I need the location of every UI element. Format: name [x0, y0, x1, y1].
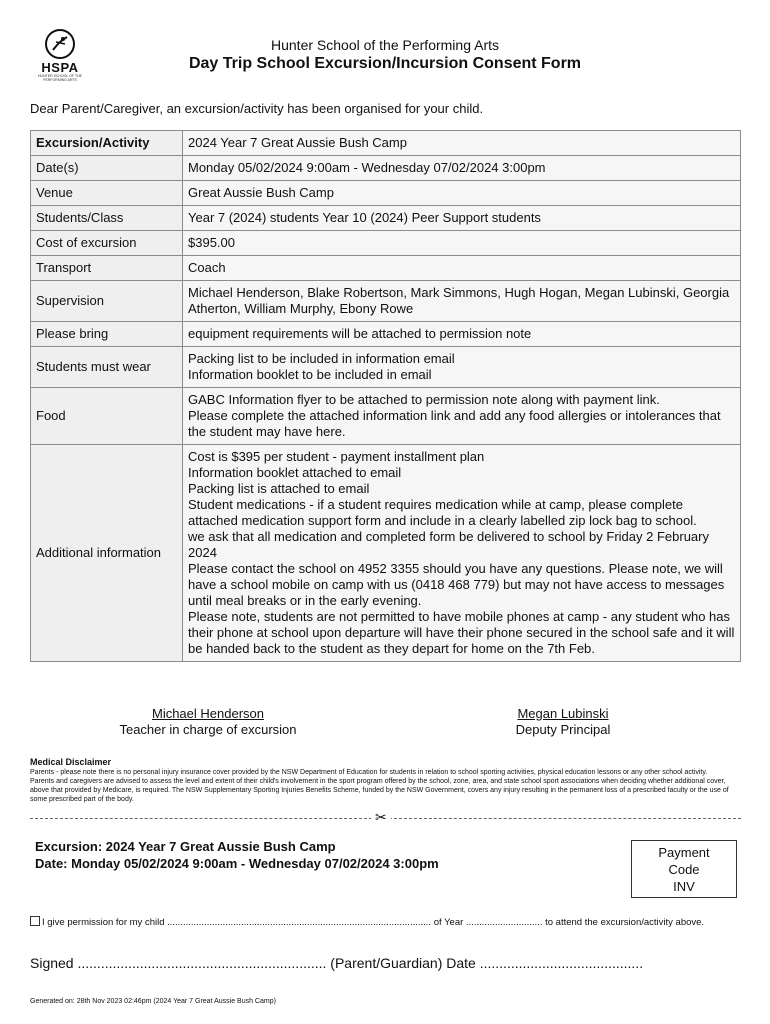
payment-label: Payment	[658, 845, 710, 860]
signatory-deputy	[493, 706, 633, 738]
detail-value-line: $395.00	[188, 235, 235, 250]
detail-row	[31, 181, 741, 206]
detail-label: Students/Class	[31, 206, 183, 231]
medical-disclaimer	[30, 757, 730, 804]
detail-row	[31, 445, 741, 662]
detail-value-line: Great Aussie Bush Camp	[188, 185, 334, 200]
detail-value	[183, 322, 741, 347]
detail-value	[183, 206, 741, 231]
slip-date: Date: Monday 05/02/2024 9:00am - Wednesday 07/02/2024 3:00pm	[35, 856, 439, 871]
form-title: Day Trip School Excursion/Incursion Consent Form	[188, 55, 582, 72]
excursion-details-table	[30, 130, 741, 662]
permission-statement	[30, 916, 730, 929]
detail-row	[31, 156, 741, 181]
detail-value	[183, 231, 741, 256]
detail-value	[183, 388, 741, 445]
detail-value-line: Monday 05/02/2024 9:00am - Wednesday 07/02/2024 3:00pm	[188, 160, 546, 175]
detail-label: Venue	[31, 181, 183, 206]
detail-value-line: GABC Information flyer to be attached to permission note along with payment link.	[188, 392, 660, 407]
detail-row	[31, 131, 741, 156]
detail-row	[31, 256, 741, 281]
detail-label: Students must wear	[31, 347, 183, 388]
detail-row	[31, 206, 741, 231]
payment-code-box	[631, 840, 737, 898]
slip-header	[35, 838, 439, 872]
logo-abbreviation: HSPA	[41, 60, 79, 75]
detail-label: Supervision	[31, 281, 183, 322]
slip-excursion: Excursion: 2024 Year 7 Great Aussie Bush Camp	[35, 839, 336, 854]
school-name: Hunter School of the Performing Arts	[271, 37, 499, 53]
detail-value	[183, 445, 741, 662]
detail-value	[183, 156, 741, 181]
detail-value-line: Student medications - if a student requires medication while at camp, please complete attached medication support form and include in a clearly labelled zip lock bag to school.	[188, 497, 697, 528]
detail-value	[183, 347, 741, 388]
detail-value-line: Year 7 (2024) students Year 10 (2024) Peer Support students	[188, 210, 541, 225]
detail-value-line: equipment requirements will be attached to permission note	[188, 326, 532, 341]
detail-value-line: Cost is $395 per student - payment installment plan	[188, 449, 485, 464]
detail-label: Please bring	[31, 322, 183, 347]
detail-row	[31, 322, 741, 347]
detail-value	[183, 131, 741, 156]
detail-value-line: Please contact the school on 4952 3355 should you have any questions. Please note, we will have a school mobile on camp with us (0418 468 779) but may not have access to messages until meal breaks or in the early evening.	[188, 561, 725, 608]
payment-code-value: INV	[673, 879, 695, 894]
scissors-icon: ✂	[371, 809, 391, 825]
detail-label: Additional information	[31, 445, 183, 662]
code-label: Code	[668, 862, 700, 877]
signatory-role: Deputy Principal	[515, 722, 611, 737]
detail-value-line: Please complete the attached information link and add any food allergies or intolerances that the student may have here.	[188, 408, 721, 439]
detail-row	[31, 231, 741, 256]
detail-value	[183, 256, 741, 281]
detail-row	[31, 347, 741, 388]
detail-value	[183, 281, 741, 322]
detail-label: Cost of excursion	[31, 231, 183, 256]
detail-label: Food	[31, 388, 183, 445]
detail-label: Transport	[31, 256, 183, 281]
detail-label: Excursion/Activity	[31, 131, 183, 156]
signatory-role: Teacher in charge of excursion	[119, 722, 297, 737]
generated-footer: Generated on: 28th Nov 2023 02:46pm (2024 Year 7 Great Aussie Bush Camp)	[30, 998, 276, 1005]
detail-value-line: Information booklet attached to email	[188, 465, 402, 480]
disclaimer-heading: Medical Disclaimer	[30, 757, 112, 767]
detail-value-line: Packing list to be included in information email	[188, 351, 455, 366]
detail-row	[31, 388, 741, 445]
detail-value-line: we ask that all medication and completed form be delivered to school by Friday 2 February 2024	[188, 529, 709, 560]
signatory-name: Michael Henderson	[151, 706, 264, 721]
detail-value-line: 2024 Year 7 Great Aussie Bush Camp	[188, 135, 407, 150]
signatory-name: Megan Lubinski	[517, 706, 609, 721]
disclaimer-text: Parents - please note there is no personal injury insurance cover provided by the NSW Department of Education for students in relation to school sporting activities, physical education lessons or any other school activity. Parents and caregivers are advised to assess the level and extent of their child's involvement in the sport program offered by the school, zone, area, and state school sport associations when deciding whether additional cover, above that provided by Medicare, is required. The NSW Supplementary Sporting Injuries Benefits Scheme, funded by the NSW Government, covers any injury resulting in the permanent loss of a prescribed faculty or the use of some prescribed part of the body.	[30, 769, 729, 803]
intro-text: Dear Parent/Caregiver, an excursion/activity has been organised for your child.	[30, 101, 484, 116]
signature-line: Signed ................................................................ (Parent/Guardian) Date ..........................................	[30, 955, 644, 971]
detail-label: Date(s)	[31, 156, 183, 181]
permission-checkbox[interactable]	[30, 916, 40, 926]
detail-value	[183, 181, 741, 206]
detail-value-line: Packing list is attached to email	[188, 481, 370, 496]
logo-tagline: HUNTER SCHOOL OF THE PERFORMING ARTS	[38, 74, 82, 82]
permission-text: I give permission for my child .................................................................................................... of Year ............................. to attend the excursion/activity above.	[42, 917, 705, 928]
detail-value-line: Michael Henderson, Blake Robertson, Mark Simmons, Hugh Hogan, Megan Lubinski, Georgia Atherton, William Murphy, Ebony Rowe	[188, 285, 730, 316]
detail-row	[31, 281, 741, 322]
detail-value-line: Information booklet to be included in email	[188, 367, 432, 382]
detail-value-line: Please note, students are not permitted to have mobile phones at camp - any student who has their phone at school upon departure will have their phone secured in the school safe and it will be handed back to the student as they depart for home on the 7th Feb.	[188, 609, 735, 656]
signatory-teacher	[108, 706, 308, 738]
detail-value-line: Coach	[188, 260, 226, 275]
